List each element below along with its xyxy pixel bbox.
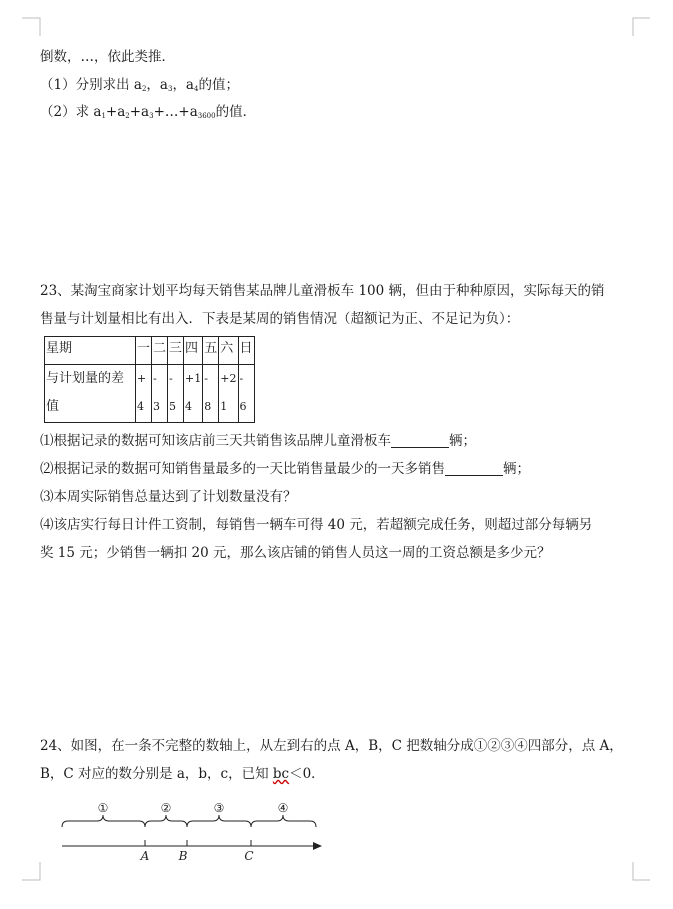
point-label-a: A — [140, 849, 150, 863]
part-label: ② — [160, 801, 172, 815]
brace-part-4 — [251, 815, 316, 827]
brace-part-2 — [145, 815, 187, 827]
intro-tail: 倒数，…，依此类推． — [40, 49, 175, 65]
number-line-figure — [56, 800, 346, 872]
part-label: ③ — [213, 801, 225, 815]
q24-stem-line2: B，C 对应的数分别是 a，b，c，已知 bc＜0． — [40, 766, 325, 782]
q23-sub3: ⑶本周实际销售总量达到了计划数量没有？ — [40, 489, 297, 505]
table-cell-value: +2 1 — [219, 365, 238, 423]
answer-blank — [445, 461, 503, 476]
table-cell-day: 五 — [203, 337, 219, 365]
part-label: ④ — [277, 801, 289, 815]
table-cell-value: - 8 — [203, 365, 219, 423]
brace-part-3 — [187, 815, 251, 827]
q23-sub4-line2: 奖 15 元；少销售一辆扣 20 元，那么该店铺的销售人员这一周的工资总额是多少元？ — [40, 545, 551, 561]
table-row — [45, 337, 255, 365]
sales-table — [44, 336, 255, 423]
part-label: ① — [97, 801, 109, 815]
table-cell-day: 六 — [219, 337, 238, 365]
point-label-b: B — [178, 849, 188, 863]
brace-part-1 — [62, 815, 145, 827]
table-cell-value: - 3 — [152, 365, 168, 423]
q23-stem-line2: 售量与计划量相比有出入．下表是某周的销售情况（超额记为正、不足记为负）： — [40, 311, 520, 327]
q23-sub4-line1: ⑷该店实行每日计件工资制，每销售一辆车可得 40 元，若超额完成任务，则超过部分每辆另 — [40, 517, 593, 533]
q23-sub2: ⑵根据记录的数据可知销售量最多的一天比销售量最少的一天多销售 辆； — [40, 461, 530, 477]
table-header-difference: 与计划量的差 值 — [45, 365, 136, 423]
table-cell-day: 三 — [168, 337, 184, 365]
q23-sub1: ⑴根据记录的数据可知该店前三天共销售该品牌儿童滑板车 辆； — [40, 433, 476, 449]
axis-arrow-icon — [313, 842, 322, 850]
answer-blank — [391, 433, 449, 448]
table-cell-value: +1 4 — [184, 365, 203, 423]
table-cell-day: 日 — [238, 337, 254, 365]
q22-part2: （2）求 $a_1+a_2+a_3+\dots+a_{3600}$的值． — [40, 104, 257, 120]
q22-part1: （1）分别求出 $a_2$，$a_3$，$a_4$的值； — [40, 77, 239, 93]
table-cell-day: 一 — [136, 337, 152, 365]
table-cell-day: 二 — [152, 337, 168, 365]
table-cell-value: - 6 — [238, 365, 254, 423]
table-row — [45, 365, 255, 423]
q23-stem-line1: 23、某淘宝商家计划平均每天销售某品牌儿童滑板车 100 辆，但由于种种原因，实际每天的销 — [40, 283, 605, 299]
table-cell-day: 四 — [184, 337, 203, 365]
table-header-day: 星期 — [45, 337, 136, 365]
q24-stem-line1: 24、如图，在一条不完整的数轴上，从左到右的点 A，B，C 把数轴分成①②③④四部分，点 A， — [40, 738, 623, 754]
table-cell-value: - 5 — [168, 365, 184, 423]
point-label-c: C — [244, 849, 254, 863]
table-cell-value: + 4 — [136, 365, 152, 423]
